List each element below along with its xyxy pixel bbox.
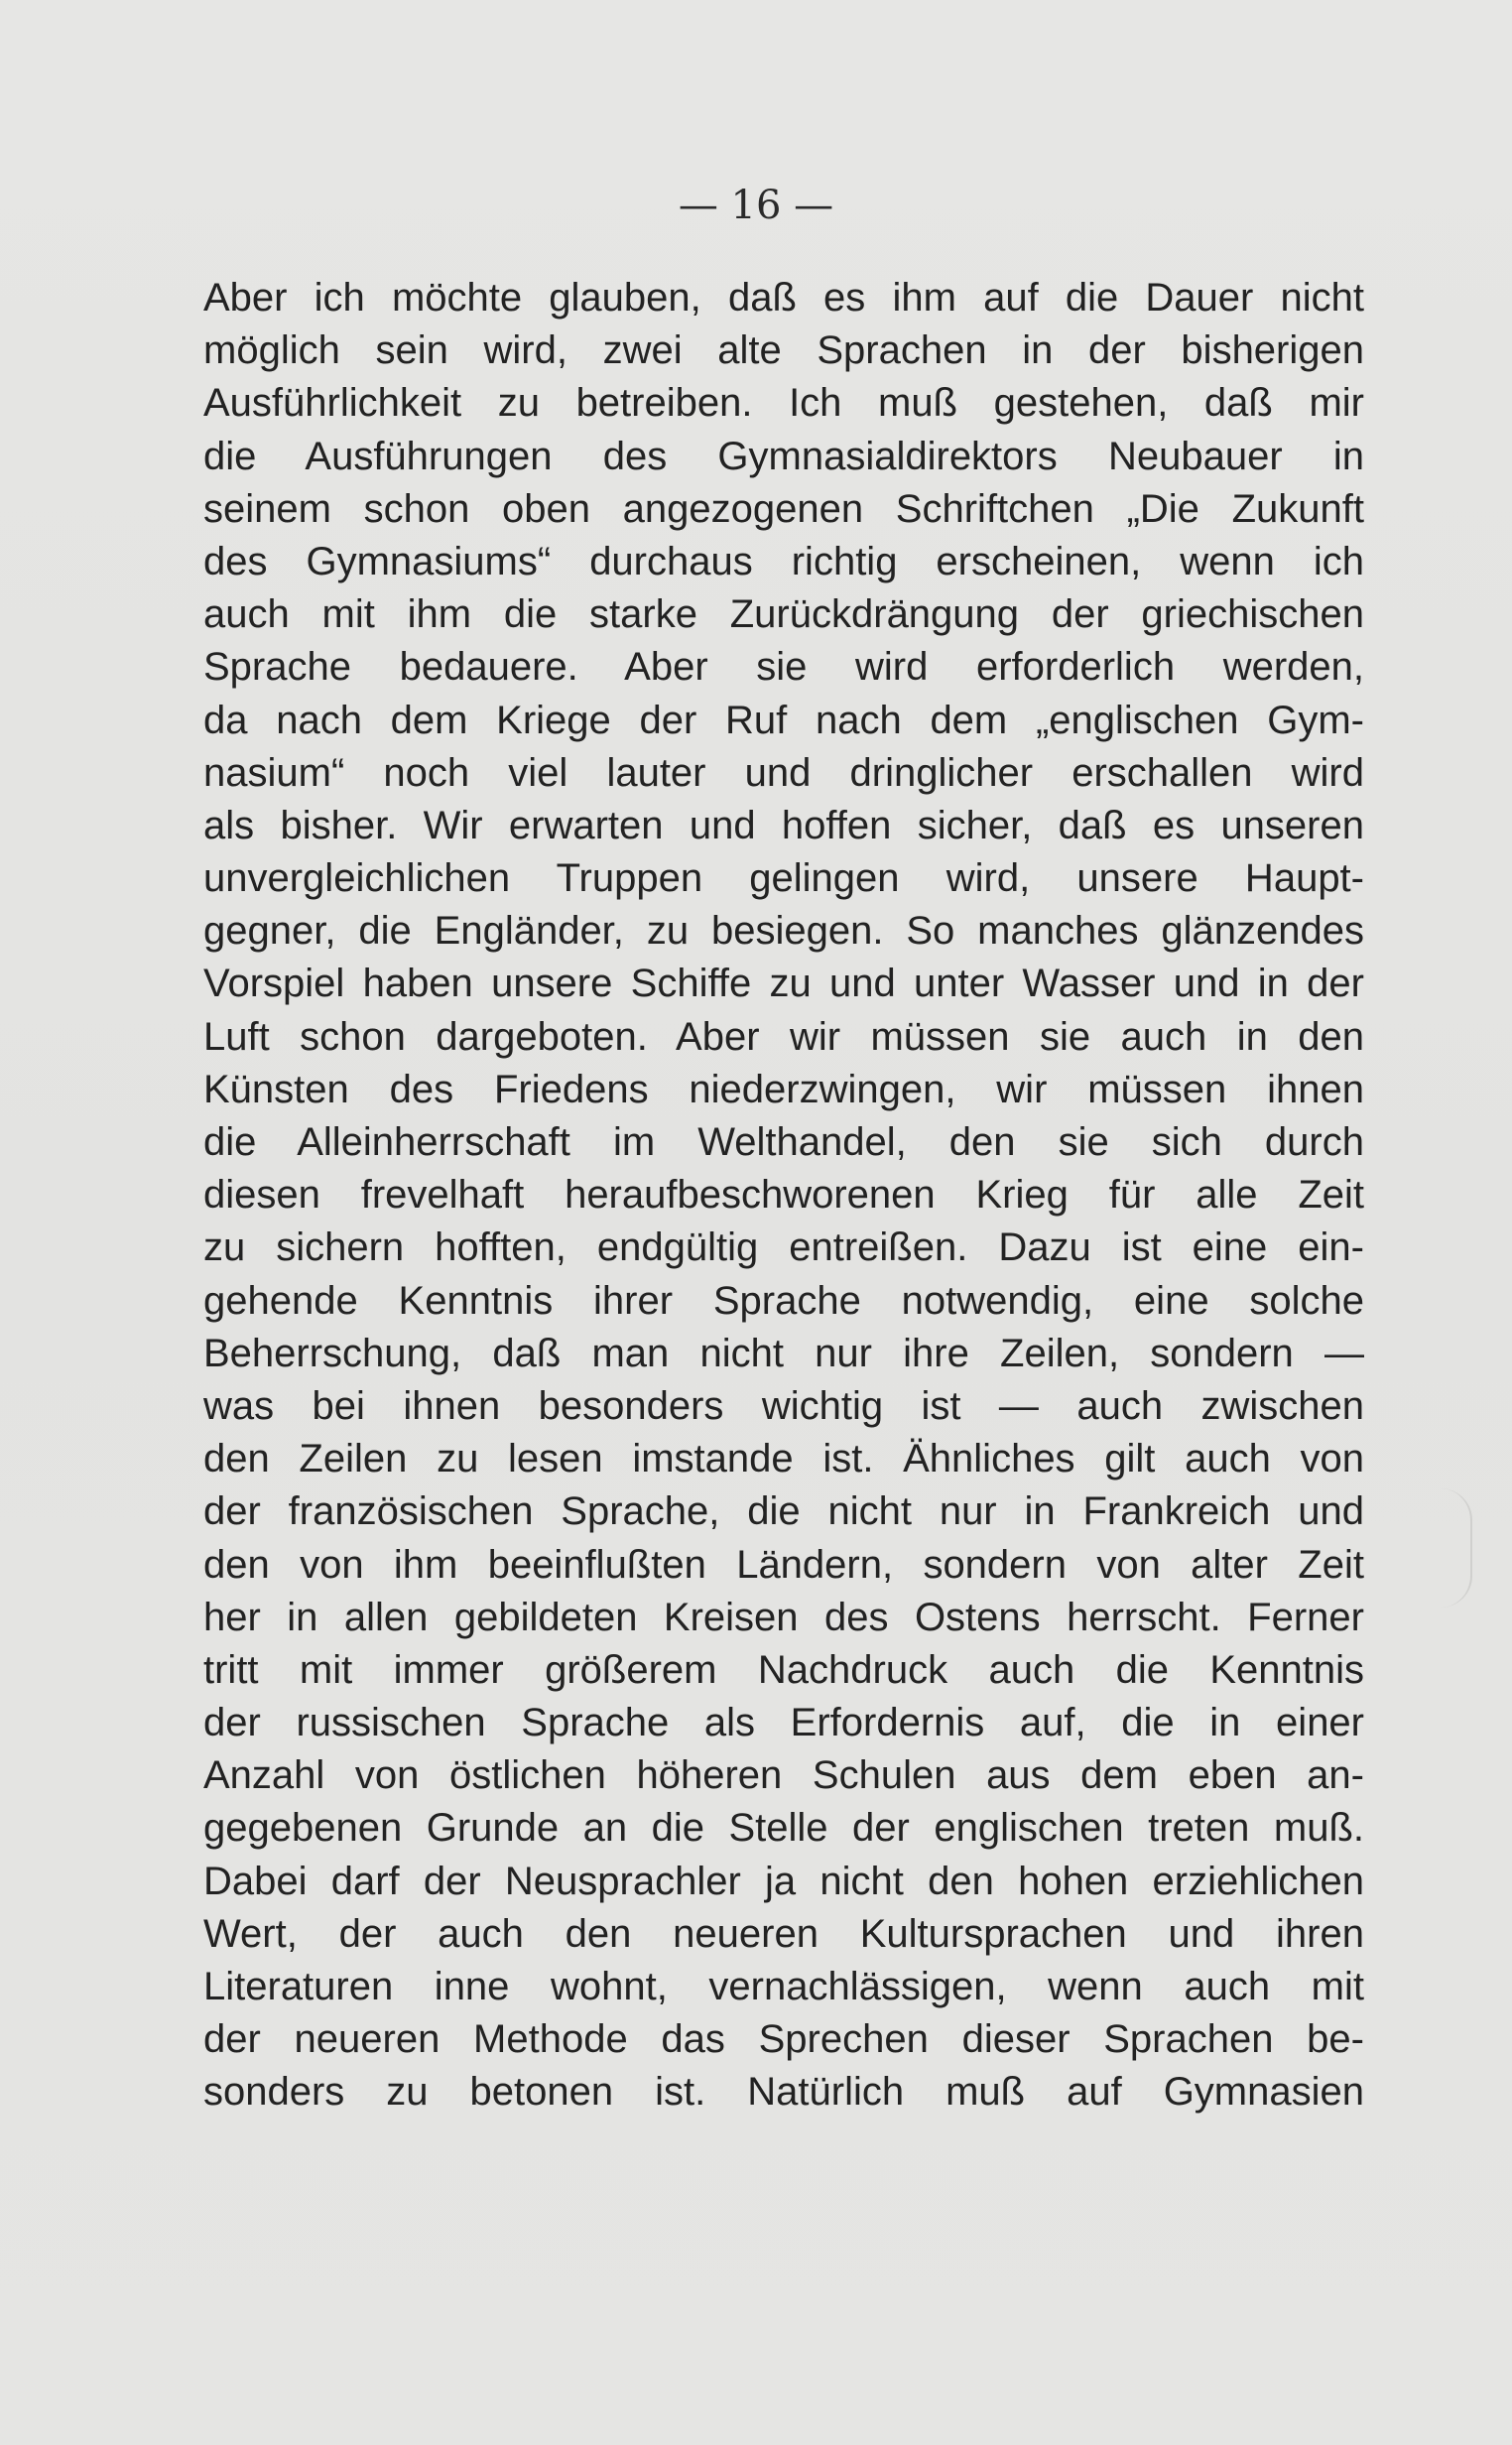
text-line: den von ihm beeinflußten Ländern, sondern von alter Zeit: [203, 1542, 1364, 1587]
text-line: die Ausführungen des Gymnasialdirektors Neubauer in: [203, 434, 1364, 478]
text-line: tritt mit immer größerem Nachdruck auch die Kenntnis: [203, 1647, 1364, 1692]
text-line: Ausführlichkeit zu betreiben. Ich muß gestehen, daß mir: [203, 381, 1364, 426]
text-line: Beherrschung, daß man nicht nur ihre Zeilen, sondern —: [203, 1331, 1364, 1375]
text-line: Literaturen inne wohnt, vernachlässigen, wenn auch mit: [203, 1965, 1364, 2008]
text-line: den Zeilen zu lesen imstande ist. Ähnliches gilt auch von: [203, 1437, 1364, 1481]
text-line: Dabei darf der Neusprachler ja nicht den hohen erziehlichen: [203, 1859, 1364, 1903]
text-line: möglich sein wird, zwei alte Sprachen in der bisherigen: [203, 328, 1364, 373]
text-line: unvergleichlichen Truppen gelingen wird, unsere Haupt-: [203, 856, 1364, 901]
body-text: [203, 272, 1364, 2120]
text-line: Luft schon dargeboten. Aber wir müssen sie auch in den: [203, 1014, 1364, 1059]
page-edge-mark: [1441, 1488, 1472, 1608]
text-line: Künsten des Friedens niederzwingen, wir müssen ihnen: [203, 1067, 1364, 1111]
text-line: zu sichern hofften, endgültig entreißen. Dazu ist eine ein-: [203, 1225, 1364, 1270]
text-line: Aber ich möchte glauben, daß es ihm auf die Dauer nicht: [203, 276, 1364, 320]
text-line: was bei ihnen besonders wichtig ist — auch zwischen: [203, 1383, 1364, 1428]
page-number: — 16 —: [678, 183, 834, 228]
text-line: des Gymnasiums“ durchaus richtig erscheinen, wenn ich: [203, 539, 1364, 583]
text-line: Sprache bedauere. Aber sie wird erforderlich werden,: [203, 645, 1364, 690]
text-line: nasium“ noch viel lauter und dringlicher erschallen wird: [203, 750, 1364, 795]
text-line: da nach dem Kriege der Ruf nach dem „englischen Gym-: [203, 698, 1364, 742]
text-line: seinem schon oben angezogenen Schriftchen „Die Zukunft: [203, 486, 1364, 531]
text-line: gegebenen Grunde an die Stelle der englischen treten muß.: [203, 1806, 1364, 1851]
text-line: her in allen gebildeten Kreisen des Ostens herrscht. Ferner: [203, 1595, 1364, 1639]
text-line: sonders zu betonen ist. Natürlich muß auf Gymnasien: [203, 2070, 1364, 2115]
text-line: Vorspiel haben unsere Schiffe zu und unter Wasser und in der: [203, 962, 1364, 1006]
text-line: der französischen Sprache, die nicht nur in Frankreich und: [203, 1489, 1364, 1534]
text-line: Wert, der auch den neueren Kultursprachen und ihren: [203, 1911, 1364, 1956]
text-line: Anzahl von östlichen höheren Schulen aus dem eben an-: [203, 1753, 1364, 1798]
text-line: gegner, die Engländer, zu besiegen. So manches glänzendes: [203, 909, 1364, 954]
text-line: gehende Kenntnis ihrer Sprache notwendig, eine solche: [203, 1278, 1364, 1323]
text-line: als bisher. Wir erwarten und hoffen sicher, daß es unseren: [203, 803, 1364, 847]
text-line: auch mit ihm die starke Zurückdrängung der griechischen: [203, 592, 1364, 637]
text-line: diesen frevelhaft heraufbeschworenen Krieg für alle Zeit: [203, 1173, 1364, 1218]
text-line: der neueren Methode das Sprechen dieser Sprachen be-: [203, 2017, 1364, 2062]
text-line: die Alleinherrschaft im Welthandel, den sie sich durch: [203, 1120, 1364, 1164]
text-line: der russischen Sprache als Erfordernis auf, die in einer: [203, 1701, 1364, 1745]
